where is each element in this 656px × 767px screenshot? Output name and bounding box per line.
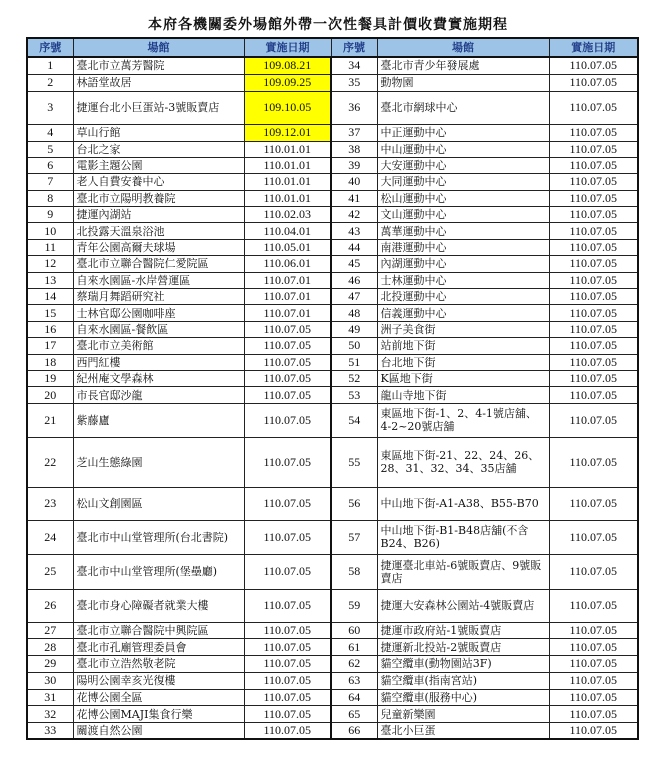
left-no-cell: 20 xyxy=(27,387,73,403)
left-date-cell: 110.01.01 xyxy=(244,190,331,206)
left-venue-cell: 臺北市立美術館 xyxy=(73,338,244,354)
right-venue-cell: 洲子美食街 xyxy=(377,321,549,337)
left-no-cell: 15 xyxy=(27,305,73,321)
left-venue-cell: 陽明公園幸亥光復樓 xyxy=(73,672,244,689)
right-date-cell: 110.07.05 xyxy=(549,223,638,239)
right-date-cell: 110.07.05 xyxy=(549,656,638,673)
right-date-cell: 110.07.05 xyxy=(549,403,638,437)
document-title: 本府各機關委外場館外帶一次性餐具計價收費實施期程 xyxy=(148,17,508,33)
table-row xyxy=(27,689,638,706)
right-date-cell: 110.07.05 xyxy=(549,639,638,656)
table-row xyxy=(27,239,638,255)
header-venue-left: 場館 xyxy=(73,38,244,57)
left-date-cell: 109.12.01 xyxy=(244,124,331,141)
table-row xyxy=(27,370,638,386)
table-row xyxy=(27,706,638,723)
left-no-cell: 28 xyxy=(27,639,73,656)
left-no-cell: 24 xyxy=(27,520,73,554)
table-row xyxy=(27,403,638,437)
header-date-right: 實施日期 xyxy=(549,38,638,57)
left-venue-cell: 老人自費安養中心 xyxy=(73,174,244,190)
left-venue-cell: 臺北市孔廟管理委員會 xyxy=(73,639,244,656)
left-venue-cell: 臺北市中山堂管理所(堡壘廳) xyxy=(73,554,244,589)
table-row xyxy=(27,190,638,206)
right-venue-cell: 信義運動中心 xyxy=(377,305,549,321)
table-row xyxy=(27,223,638,239)
right-venue-cell: 站前地下街 xyxy=(377,338,549,354)
table-row xyxy=(27,656,638,673)
left-no-cell: 4 xyxy=(27,124,73,141)
left-date-cell: 110.07.05 xyxy=(244,589,331,622)
left-venue-cell: 芝山生態綠園 xyxy=(73,437,244,487)
right-no-cell: 41 xyxy=(331,190,377,206)
right-venue-cell: 動物園 xyxy=(377,74,549,91)
left-venue-cell: 臺北市立浩然敬老院 xyxy=(73,656,244,673)
table-row xyxy=(27,520,638,554)
left-venue-cell: 林語堂故居 xyxy=(73,74,244,91)
left-no-cell: 26 xyxy=(27,589,73,622)
right-date-cell: 110.07.05 xyxy=(549,370,638,386)
left-no-cell: 6 xyxy=(27,157,73,173)
header-no-left: 序號 xyxy=(27,38,73,57)
left-date-cell: 110.07.05 xyxy=(244,622,331,639)
left-date-cell: 110.02.03 xyxy=(244,207,331,223)
table-row xyxy=(27,174,638,190)
table-row xyxy=(27,91,638,124)
left-no-cell: 31 xyxy=(27,689,73,706)
left-date-cell: 110.07.05 xyxy=(244,672,331,689)
left-no-cell: 30 xyxy=(27,672,73,689)
left-venue-cell: 市長官邸沙龍 xyxy=(73,387,244,403)
left-date-cell: 110.07.05 xyxy=(244,656,331,673)
right-no-cell: 49 xyxy=(331,321,377,337)
table-row xyxy=(27,207,638,223)
right-no-cell: 35 xyxy=(331,74,377,91)
table-row xyxy=(27,554,638,589)
table-row xyxy=(27,672,638,689)
right-date-cell: 110.07.05 xyxy=(549,338,638,354)
table-row xyxy=(27,157,638,173)
right-no-cell: 38 xyxy=(331,141,377,157)
right-venue-cell: 中正運動中心 xyxy=(377,124,549,141)
left-date-cell: 110.05.01 xyxy=(244,239,331,255)
left-venue-cell: 自來水園區-水岸營運區 xyxy=(73,272,244,288)
left-date-cell: 110.07.05 xyxy=(244,387,331,403)
right-venue-cell: 松山運動中心 xyxy=(377,190,549,206)
table-row xyxy=(27,338,638,354)
right-date-cell: 110.07.05 xyxy=(549,321,638,337)
left-no-cell: 25 xyxy=(27,554,73,589)
left-venue-cell: 蔡瑞月舞蹈研究社 xyxy=(73,289,244,305)
left-no-cell: 12 xyxy=(27,256,73,272)
left-no-cell: 23 xyxy=(27,487,73,520)
right-venue-cell: 兒童新樂園 xyxy=(377,706,549,723)
left-no-cell: 7 xyxy=(27,174,73,190)
table-row xyxy=(27,124,638,141)
right-venue-cell: 中山地下街-A1-A38、B55-B70 xyxy=(377,487,549,520)
right-venue-cell: 文山運動中心 xyxy=(377,207,549,223)
left-no-cell: 3 xyxy=(27,91,73,124)
right-venue-cell: 捷運臺北車站-6號販賣店、9號販賣店 xyxy=(377,554,549,589)
table-row xyxy=(27,141,638,157)
left-no-cell: 9 xyxy=(27,207,73,223)
right-no-cell: 62 xyxy=(331,656,377,673)
left-date-cell: 110.07.05 xyxy=(244,722,331,739)
left-date-cell: 110.07.05 xyxy=(244,639,331,656)
left-venue-cell: 臺北市立陽明教養院 xyxy=(73,190,244,206)
left-venue-cell: 台北之家 xyxy=(73,141,244,157)
table-row xyxy=(27,622,638,639)
right-no-cell: 58 xyxy=(331,554,377,589)
right-date-cell: 110.07.05 xyxy=(549,354,638,370)
schedule-table xyxy=(26,37,639,740)
left-venue-cell: 自來水園區-餐飲區 xyxy=(73,321,244,337)
right-date-cell: 110.07.05 xyxy=(549,387,638,403)
right-date-cell: 110.07.05 xyxy=(549,57,638,74)
left-date-cell: 110.01.01 xyxy=(244,141,331,157)
right-date-cell: 110.07.05 xyxy=(549,91,638,124)
right-venue-cell: 大安運動中心 xyxy=(377,157,549,173)
right-no-cell: 40 xyxy=(331,174,377,190)
right-date-cell: 110.07.05 xyxy=(549,672,638,689)
header-venue-right: 場館 xyxy=(377,38,549,57)
right-no-cell: 63 xyxy=(331,672,377,689)
right-date-cell: 110.07.05 xyxy=(549,554,638,589)
right-no-cell: 64 xyxy=(331,689,377,706)
right-venue-cell: 貓空纜車(動物園站3F) xyxy=(377,656,549,673)
left-venue-cell: 關渡自然公園 xyxy=(73,722,244,739)
left-no-cell: 29 xyxy=(27,656,73,673)
table-row xyxy=(27,487,638,520)
right-date-cell: 110.07.05 xyxy=(549,272,638,288)
left-date-cell: 110.07.05 xyxy=(244,403,331,437)
left-no-cell: 21 xyxy=(27,403,73,437)
right-venue-cell: 南港運動中心 xyxy=(377,239,549,255)
right-no-cell: 54 xyxy=(331,403,377,437)
right-date-cell: 110.07.05 xyxy=(549,305,638,321)
table-row xyxy=(27,256,638,272)
right-date-cell: 110.07.05 xyxy=(549,141,638,157)
right-venue-cell: 中山地下街-B1-B48店舖(不含B24、B26) xyxy=(377,520,549,554)
right-date-cell: 110.07.05 xyxy=(549,520,638,554)
table-row xyxy=(27,289,638,305)
left-date-cell: 110.07.05 xyxy=(244,487,331,520)
left-date-cell: 110.04.01 xyxy=(244,223,331,239)
left-venue-cell: 紀州庵文學森林 xyxy=(73,370,244,386)
left-date-cell: 110.01.01 xyxy=(244,174,331,190)
right-date-cell: 110.07.05 xyxy=(549,706,638,723)
left-date-cell: 110.07.05 xyxy=(244,321,331,337)
left-venue-cell: 臺北市立萬芳醫院 xyxy=(73,57,244,74)
table-row xyxy=(27,387,638,403)
right-no-cell: 34 xyxy=(331,57,377,74)
left-venue-cell: 北投露天溫泉浴池 xyxy=(73,223,244,239)
left-no-cell: 18 xyxy=(27,354,73,370)
left-no-cell: 27 xyxy=(27,622,73,639)
left-venue-cell: 花博公園全區 xyxy=(73,689,244,706)
left-venue-cell: 臺北市立聯合醫院仁愛院區 xyxy=(73,256,244,272)
left-no-cell: 2 xyxy=(27,74,73,91)
right-venue-cell: 東區地下街-1、2、4-1號店舖、4-2~20號店舖 xyxy=(377,403,549,437)
right-venue-cell: 萬華運動中心 xyxy=(377,223,549,239)
left-no-cell: 11 xyxy=(27,239,73,255)
right-no-cell: 60 xyxy=(331,622,377,639)
right-no-cell: 55 xyxy=(331,437,377,487)
left-date-cell: 109.10.05 xyxy=(244,91,331,124)
left-no-cell: 10 xyxy=(27,223,73,239)
left-no-cell: 14 xyxy=(27,289,73,305)
right-no-cell: 66 xyxy=(331,722,377,739)
right-no-cell: 37 xyxy=(331,124,377,141)
right-venue-cell: K區地下街 xyxy=(377,370,549,386)
left-venue-cell: 臺北市中山堂管理所(台北書院) xyxy=(73,520,244,554)
left-venue-cell: 士林官邸公園咖啡座 xyxy=(73,305,244,321)
right-venue-cell: 龍山寺地下街 xyxy=(377,387,549,403)
right-no-cell: 43 xyxy=(331,223,377,239)
right-no-cell: 53 xyxy=(331,387,377,403)
right-date-cell: 110.07.05 xyxy=(549,437,638,487)
left-date-cell: 110.07.01 xyxy=(244,289,331,305)
table-row xyxy=(27,321,638,337)
left-date-cell: 110.06.01 xyxy=(244,256,331,272)
right-date-cell: 110.07.05 xyxy=(549,174,638,190)
left-venue-cell: 電影主題公園 xyxy=(73,157,244,173)
left-no-cell: 8 xyxy=(27,190,73,206)
left-venue-cell: 紫藤廬 xyxy=(73,403,244,437)
right-date-cell: 110.07.05 xyxy=(549,689,638,706)
right-no-cell: 47 xyxy=(331,289,377,305)
table-row xyxy=(27,354,638,370)
left-no-cell: 19 xyxy=(27,370,73,386)
left-no-cell: 33 xyxy=(27,722,73,739)
left-date-cell: 110.07.05 xyxy=(244,354,331,370)
right-no-cell: 36 xyxy=(331,91,377,124)
header-date-left: 實施日期 xyxy=(244,38,331,57)
left-venue-cell: 草山行館 xyxy=(73,124,244,141)
right-venue-cell: 北投運動中心 xyxy=(377,289,549,305)
right-no-cell: 57 xyxy=(331,520,377,554)
right-venue-cell: 貓空纜車(指南宮站) xyxy=(377,672,549,689)
right-venue-cell: 貓空纜車(服務中心) xyxy=(377,689,549,706)
left-date-cell: 110.07.05 xyxy=(244,689,331,706)
table-row xyxy=(27,589,638,622)
left-date-cell: 110.01.01 xyxy=(244,157,331,173)
left-venue-cell: 西門紅樓 xyxy=(73,354,244,370)
right-venue-cell: 捷運新北投站-2號販賣店 xyxy=(377,639,549,656)
right-no-cell: 52 xyxy=(331,370,377,386)
right-venue-cell: 台北地下街 xyxy=(377,354,549,370)
right-no-cell: 42 xyxy=(331,207,377,223)
right-venue-cell: 東區地下街-21、22、24、26、28、31、32、34、35店舖 xyxy=(377,437,549,487)
right-date-cell: 110.07.05 xyxy=(549,124,638,141)
right-date-cell: 110.07.05 xyxy=(549,722,638,739)
right-no-cell: 48 xyxy=(331,305,377,321)
right-date-cell: 110.07.05 xyxy=(549,622,638,639)
table-row xyxy=(27,722,638,739)
table-row xyxy=(27,57,638,74)
right-date-cell: 110.07.05 xyxy=(549,157,638,173)
left-no-cell: 16 xyxy=(27,321,73,337)
right-no-cell: 61 xyxy=(331,639,377,656)
right-date-cell: 110.07.05 xyxy=(549,487,638,520)
right-no-cell: 50 xyxy=(331,338,377,354)
right-date-cell: 110.07.05 xyxy=(549,74,638,91)
table-row xyxy=(27,639,638,656)
left-date-cell: 110.07.05 xyxy=(244,437,331,487)
left-date-cell: 110.07.01 xyxy=(244,305,331,321)
left-date-cell: 110.07.05 xyxy=(244,370,331,386)
right-date-cell: 110.07.05 xyxy=(549,289,638,305)
table-row xyxy=(27,74,638,91)
right-date-cell: 110.07.05 xyxy=(549,256,638,272)
right-venue-cell: 臺北市網球中心 xyxy=(377,91,549,124)
left-no-cell: 17 xyxy=(27,338,73,354)
right-date-cell: 110.07.05 xyxy=(549,207,638,223)
right-no-cell: 51 xyxy=(331,354,377,370)
left-no-cell: 13 xyxy=(27,272,73,288)
right-no-cell: 44 xyxy=(331,239,377,255)
right-venue-cell: 捷運大安森林公園站-4號販賣店 xyxy=(377,589,549,622)
table-header-row xyxy=(27,38,638,57)
right-no-cell: 56 xyxy=(331,487,377,520)
table-row xyxy=(27,437,638,487)
right-date-cell: 110.07.05 xyxy=(549,239,638,255)
right-venue-cell: 內湖運動中心 xyxy=(377,256,549,272)
left-date-cell: 109.09.25 xyxy=(244,74,331,91)
right-no-cell: 59 xyxy=(331,589,377,622)
left-venue-cell: 青年公園高爾夫球場 xyxy=(73,239,244,255)
left-venue-cell: 捷運內湖站 xyxy=(73,207,244,223)
right-no-cell: 39 xyxy=(331,157,377,173)
right-venue-cell: 捷運市政府站-1號販賣店 xyxy=(377,622,549,639)
right-date-cell: 110.07.05 xyxy=(549,589,638,622)
left-date-cell: 110.07.01 xyxy=(244,272,331,288)
right-venue-cell: 中山運動中心 xyxy=(377,141,549,157)
right-no-cell: 46 xyxy=(331,272,377,288)
left-date-cell: 110.07.05 xyxy=(244,706,331,723)
right-no-cell: 65 xyxy=(331,706,377,723)
left-no-cell: 22 xyxy=(27,437,73,487)
right-venue-cell: 士林運動中心 xyxy=(377,272,549,288)
table-row xyxy=(27,305,638,321)
right-venue-cell: 臺北市青少年發展處 xyxy=(377,57,549,74)
left-venue-cell: 松山文創園區 xyxy=(73,487,244,520)
right-venue-cell: 大同運動中心 xyxy=(377,174,549,190)
left-date-cell: 110.07.05 xyxy=(244,520,331,554)
left-venue-cell: 臺北市立聯合醫院中興院區 xyxy=(73,622,244,639)
left-date-cell: 110.07.05 xyxy=(244,554,331,589)
right-venue-cell: 臺北小巨蛋 xyxy=(377,722,549,739)
header-no-right: 序號 xyxy=(331,38,377,57)
left-no-cell: 5 xyxy=(27,141,73,157)
right-no-cell: 45 xyxy=(331,256,377,272)
left-date-cell: 110.07.05 xyxy=(244,338,331,354)
right-date-cell: 110.07.05 xyxy=(549,190,638,206)
left-venue-cell: 花博公園MAJI集食行樂 xyxy=(73,706,244,723)
table-row xyxy=(27,272,638,288)
left-venue-cell: 捷運台北小巨蛋站-3號販賣店 xyxy=(73,91,244,124)
left-no-cell: 1 xyxy=(27,57,73,74)
left-no-cell: 32 xyxy=(27,706,73,723)
left-venue-cell: 臺北市身心障礙者就業大樓 xyxy=(73,589,244,622)
left-date-cell: 109.08.21 xyxy=(244,57,331,74)
